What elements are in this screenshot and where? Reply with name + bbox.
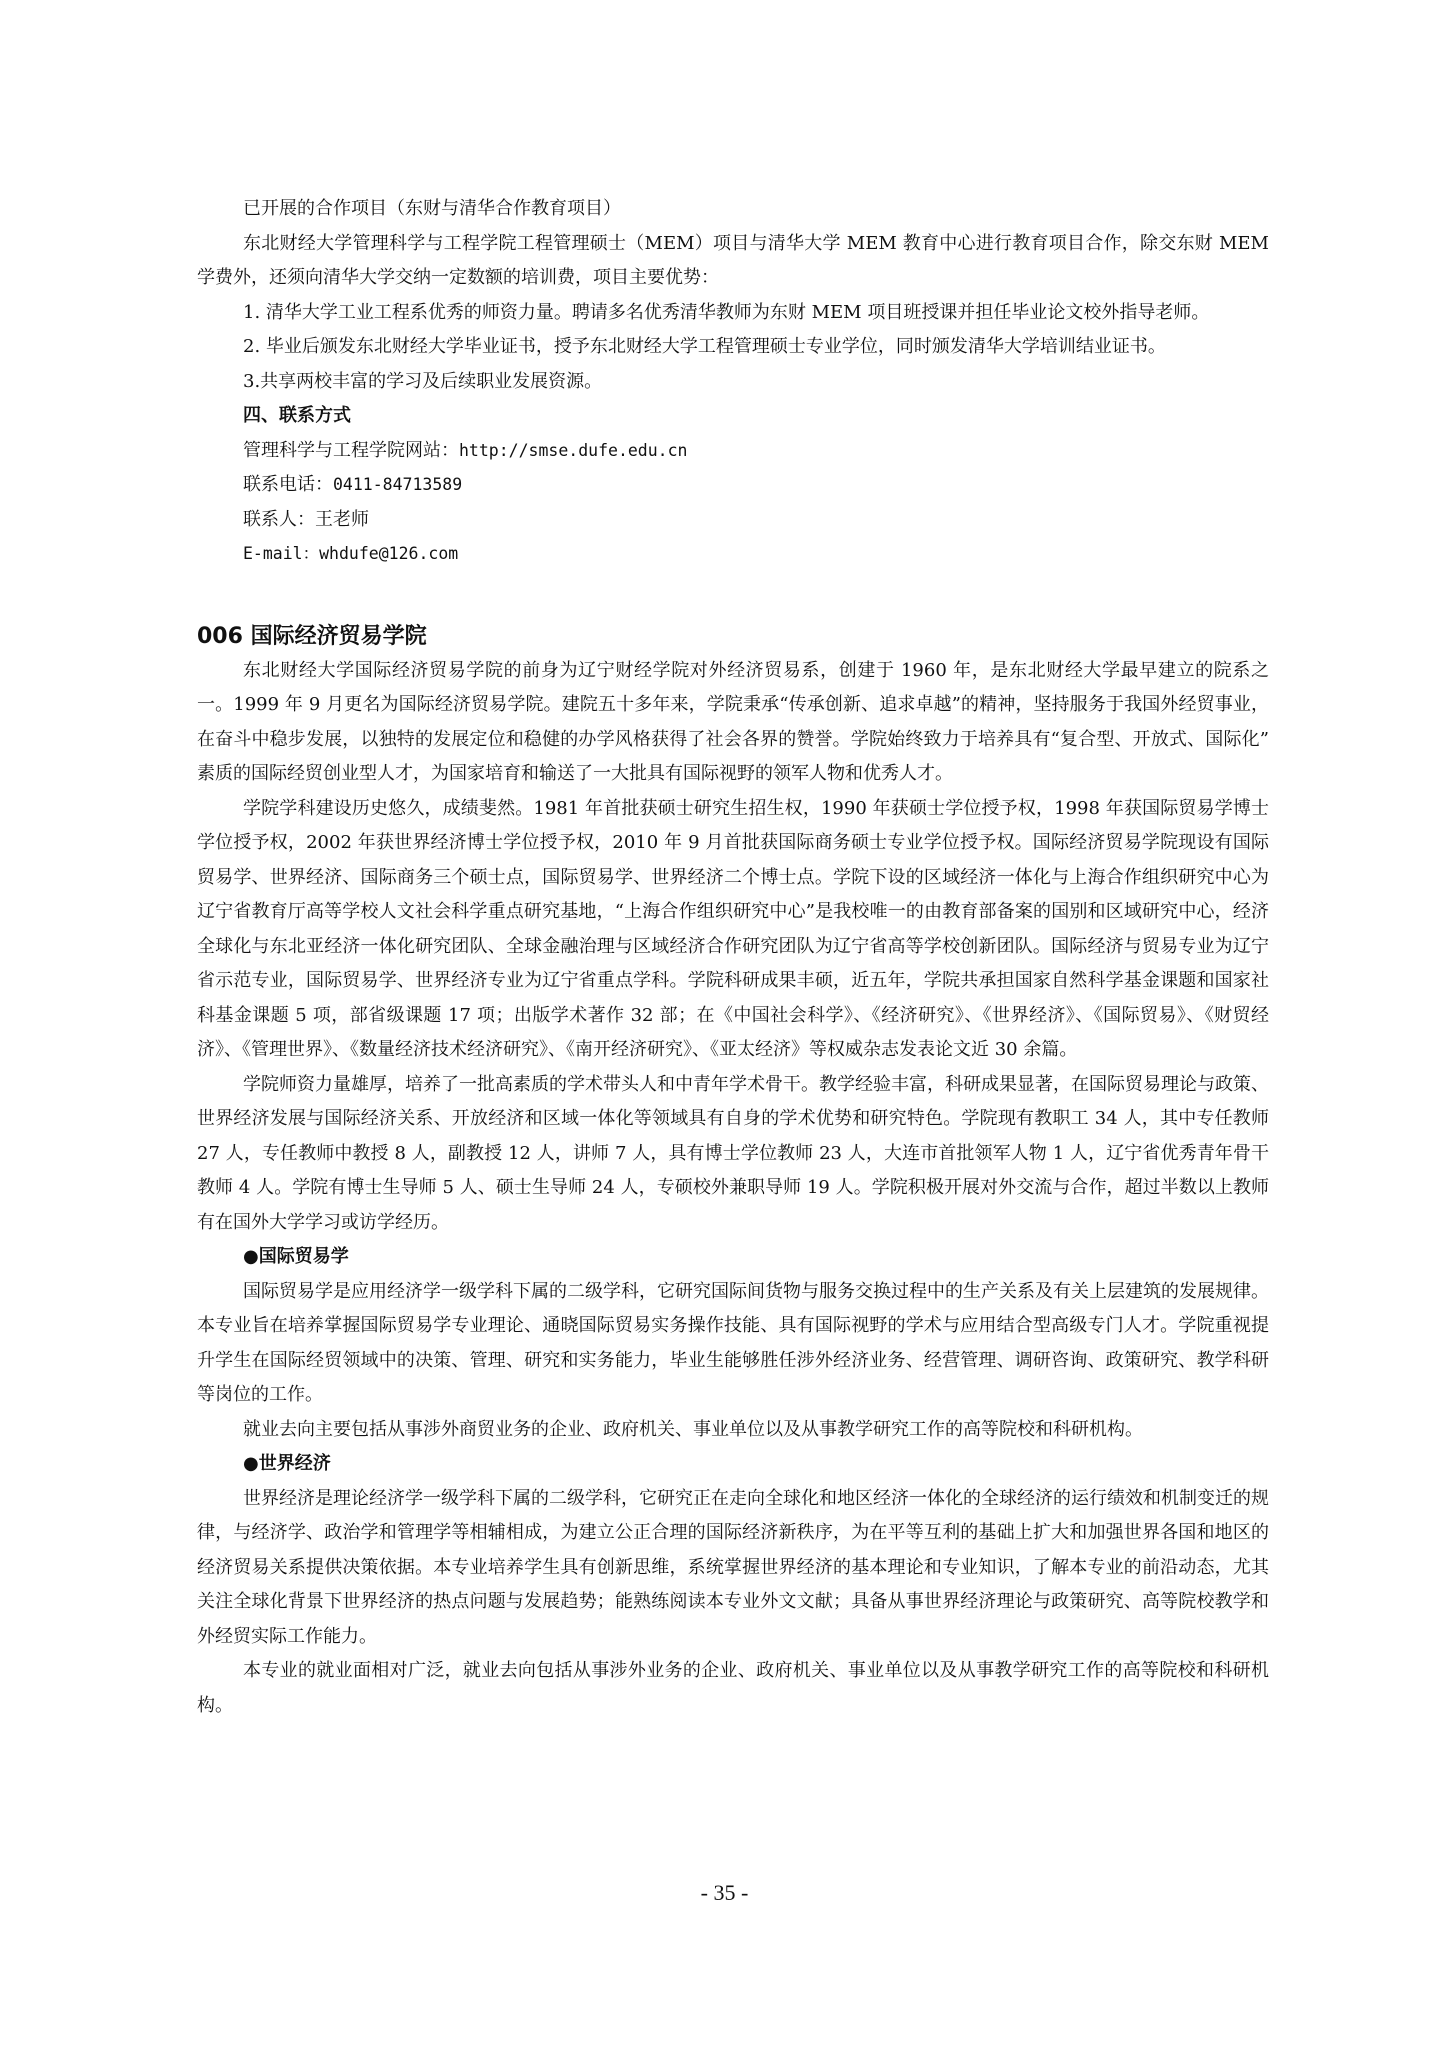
contact-email: [197, 537, 1269, 572]
contact-person: [197, 503, 1269, 538]
major-paragraph: 本专业的就业面相对广泛，就业去向包括从事涉外业务的企业、政府机关、事业单位以及从事教学研究工作的高等院校和科研机构。: [197, 1660, 1269, 1716]
person-value: 王老师: [315, 508, 369, 530]
section-paragraph-2: 学院学科建设历史悠久，成绩斐然。1981 年首批获硕士研究生招生权，1990 年获硕士学位授予权，1998 年获国际贸易学博士学位授予权，2002 年获世界经济博士学位授予权，2010 年 9 月首批获国际商务硕士专业学位授予权。国际经济贸易学院现设有国际贸易学、世界经济、国际商务三个硕士点，国际贸易学、世界经济二个博士点。学院下设的区域经济一体化与上海合作组织研究中心为辽宁省教育厅高等学校人文社会科学重点研究基地，“上海合作组织研究中心”是我校唯一的由教育部备案的国别和区域研究中心，经济全球化与东北亚经济一体化研究团队、全球金融治理与区域经济合作研究团队为辽宁省高等学校创新团队。国际经济与贸易专业为辽宁省示范专业，国际贸易学、世界经济专业为辽宁省重点学科。学院科研成果丰硕，近五年，学院共承担国家自然科学基金课题和国家社科基金课题 5 项，部省级课题 17 项；出版学术著作 32 部；在《中国社会科学》、《经济研究》、《世界经济》、《国际贸易》、《财贸经济》、《管理世界》、《数量经济技术经济研究》、《南开经济研究》、《亚太经济》等权威杂志发表论文近 30 余篇。: [197, 797, 1269, 1060]
section-gap: [197, 572, 1269, 620]
advantage-item-3: 3.共享两校丰富的学习及后续职业发展资源。: [243, 370, 603, 392]
page-number: - 35 -: [700, 1880, 749, 1905]
major-heading-international-trade: ●国际贸易学: [243, 1246, 349, 1267]
contact-website: [197, 434, 1269, 469]
major-paragraph: 世界经济是理论经济学一级学科下属的二级学科，它研究正在走向全球化和地区经济一体化的全球经济的运行绩效和机制变迁的规律，与经济学、政治学和管理学等相辅相成，为建立公正合理的国际经济新秩序，为在平等互利的基础上扩大和加强世界各国和地区的经济贸易关系提供决策依据。本专业培养学生具有创新思维，系统掌握世界经济的基本理论和专业知识，了解本专业的前沿动态，尤其关注全球化背景下世界经济的热点问题与发展趋势；能熟练阅读本专业外文文献；具备从事世界经济理论与政策研究、高等院校教学和外经贸实际工作能力。: [197, 1487, 1269, 1647]
website-label: 管理科学与工程学院网站：: [243, 439, 459, 461]
email-label: E-mail：: [243, 544, 320, 563]
section-paragraph-1: 东北财经大学国际经济贸易学院的前身为辽宁财经学院对外经济贸易系，创建于 1960 年，是东北财经大学最早建立的院系之一。1999 年 9 月更名为国际经济贸易学院。建院五十多年来，学院秉承“传承创新、追求卓越”的精神，坚持服务于我国外经贸事业，在奋斗中稳步发展，以独特的发展定位和稳健的办学风格获得了社会各界的赞誉。学院始终致力于培养具有“复合型、开放式、国际化” 素质的国际经贸创业型人才，为国家培育和输送了一大批具有国际视野的领军人物和优秀人才。: [197, 659, 1269, 784]
section-title: 006 国际经济贸易学院: [197, 623, 427, 649]
website-link[interactable]: http://smse.dufe.edu.cn: [459, 440, 688, 460]
major-paragraph: 就业去向主要包括从事涉外商贸业务的企业、政府机关、事业单位以及从事教学研究工作的高等院校和科研机构。: [243, 1418, 1143, 1440]
major-paragraph: 国际贸易学是应用经济学一级学科下属的二级学科，它研究国际间货物与服务交换过程中的生产关系及有关上层建筑的发展规律。本专业旨在培养掌握国际贸易学专业理论、通晓国际贸易实务操作技能、具有国际视野的学术与应用结合型高级专门人才。学院重视提升学生在国际经贸领域中的决策、管理、研究和实务能力，毕业生能够胜任涉外经济业务、经营管理、调研咨询、政策研究、教学科研等岗位的工作。: [197, 1280, 1269, 1405]
person-label: 联系人：: [243, 508, 315, 530]
contact-phone: [197, 468, 1269, 503]
email-link[interactable]: whdufe@126.com: [319, 544, 459, 563]
section-paragraph-3: 学院师资力量雄厚，培养了一批高素质的学术带头人和中青年学术骨干。教学经验丰富，科研成果显著，在国际贸易理论与政策、世界经济发展与国际经济关系、开放经济和区域一体化等领域具有自身的学术优势和研究特色。学院现有教职工 34 人，其中专任教师 27 人，专任教师中教授 8 人，副教授 12 人，讲师 7 人，具有博士学位教师 23 人，大连市首批领军人物 1 人，辽宁省优秀青年骨干教师 4 人。学院有博士生导师 5 人、硕士生导师 24 人，专硕校外兼职导师 19 人。学院积极开展对外交流与合作，超过半数以上教师有在国外大学学习或访学经历。: [197, 1073, 1269, 1233]
cooperation-heading: 已开展的合作项目（东财与清华合作教育项目）: [243, 198, 621, 219]
cooperation-intro: 东北财经大学管理科学与工程学院工程管理硕士（MEM）项目与清华大学 MEM 教育中心进行教育项目合作，除交东财 MEM 学费外，还须向清华大学交纳一定数额的培训费，项目主要优势：: [197, 232, 1269, 288]
advantage-item-1: 1. 清华大学工业工程系优秀的师资力量。聘请多名优秀清华教师为东财 MEM 项目班授课并担任毕业论文校外指导老师。: [243, 301, 1210, 323]
page-content: [197, 192, 1269, 1723]
advantage-item-2: 2. 毕业后颁发东北财经大学毕业证书，授予东北财经大学工程管理硕士专业学位，同时颁发清华大学培训结业证书。: [243, 336, 1166, 357]
major-heading-world-economy: ●世界经济: [243, 1453, 331, 1474]
contact-heading: 四、联系方式: [243, 405, 351, 426]
phone-label: 联系电话：: [243, 474, 333, 495]
phone-value: 0411-84713589: [333, 475, 463, 494]
